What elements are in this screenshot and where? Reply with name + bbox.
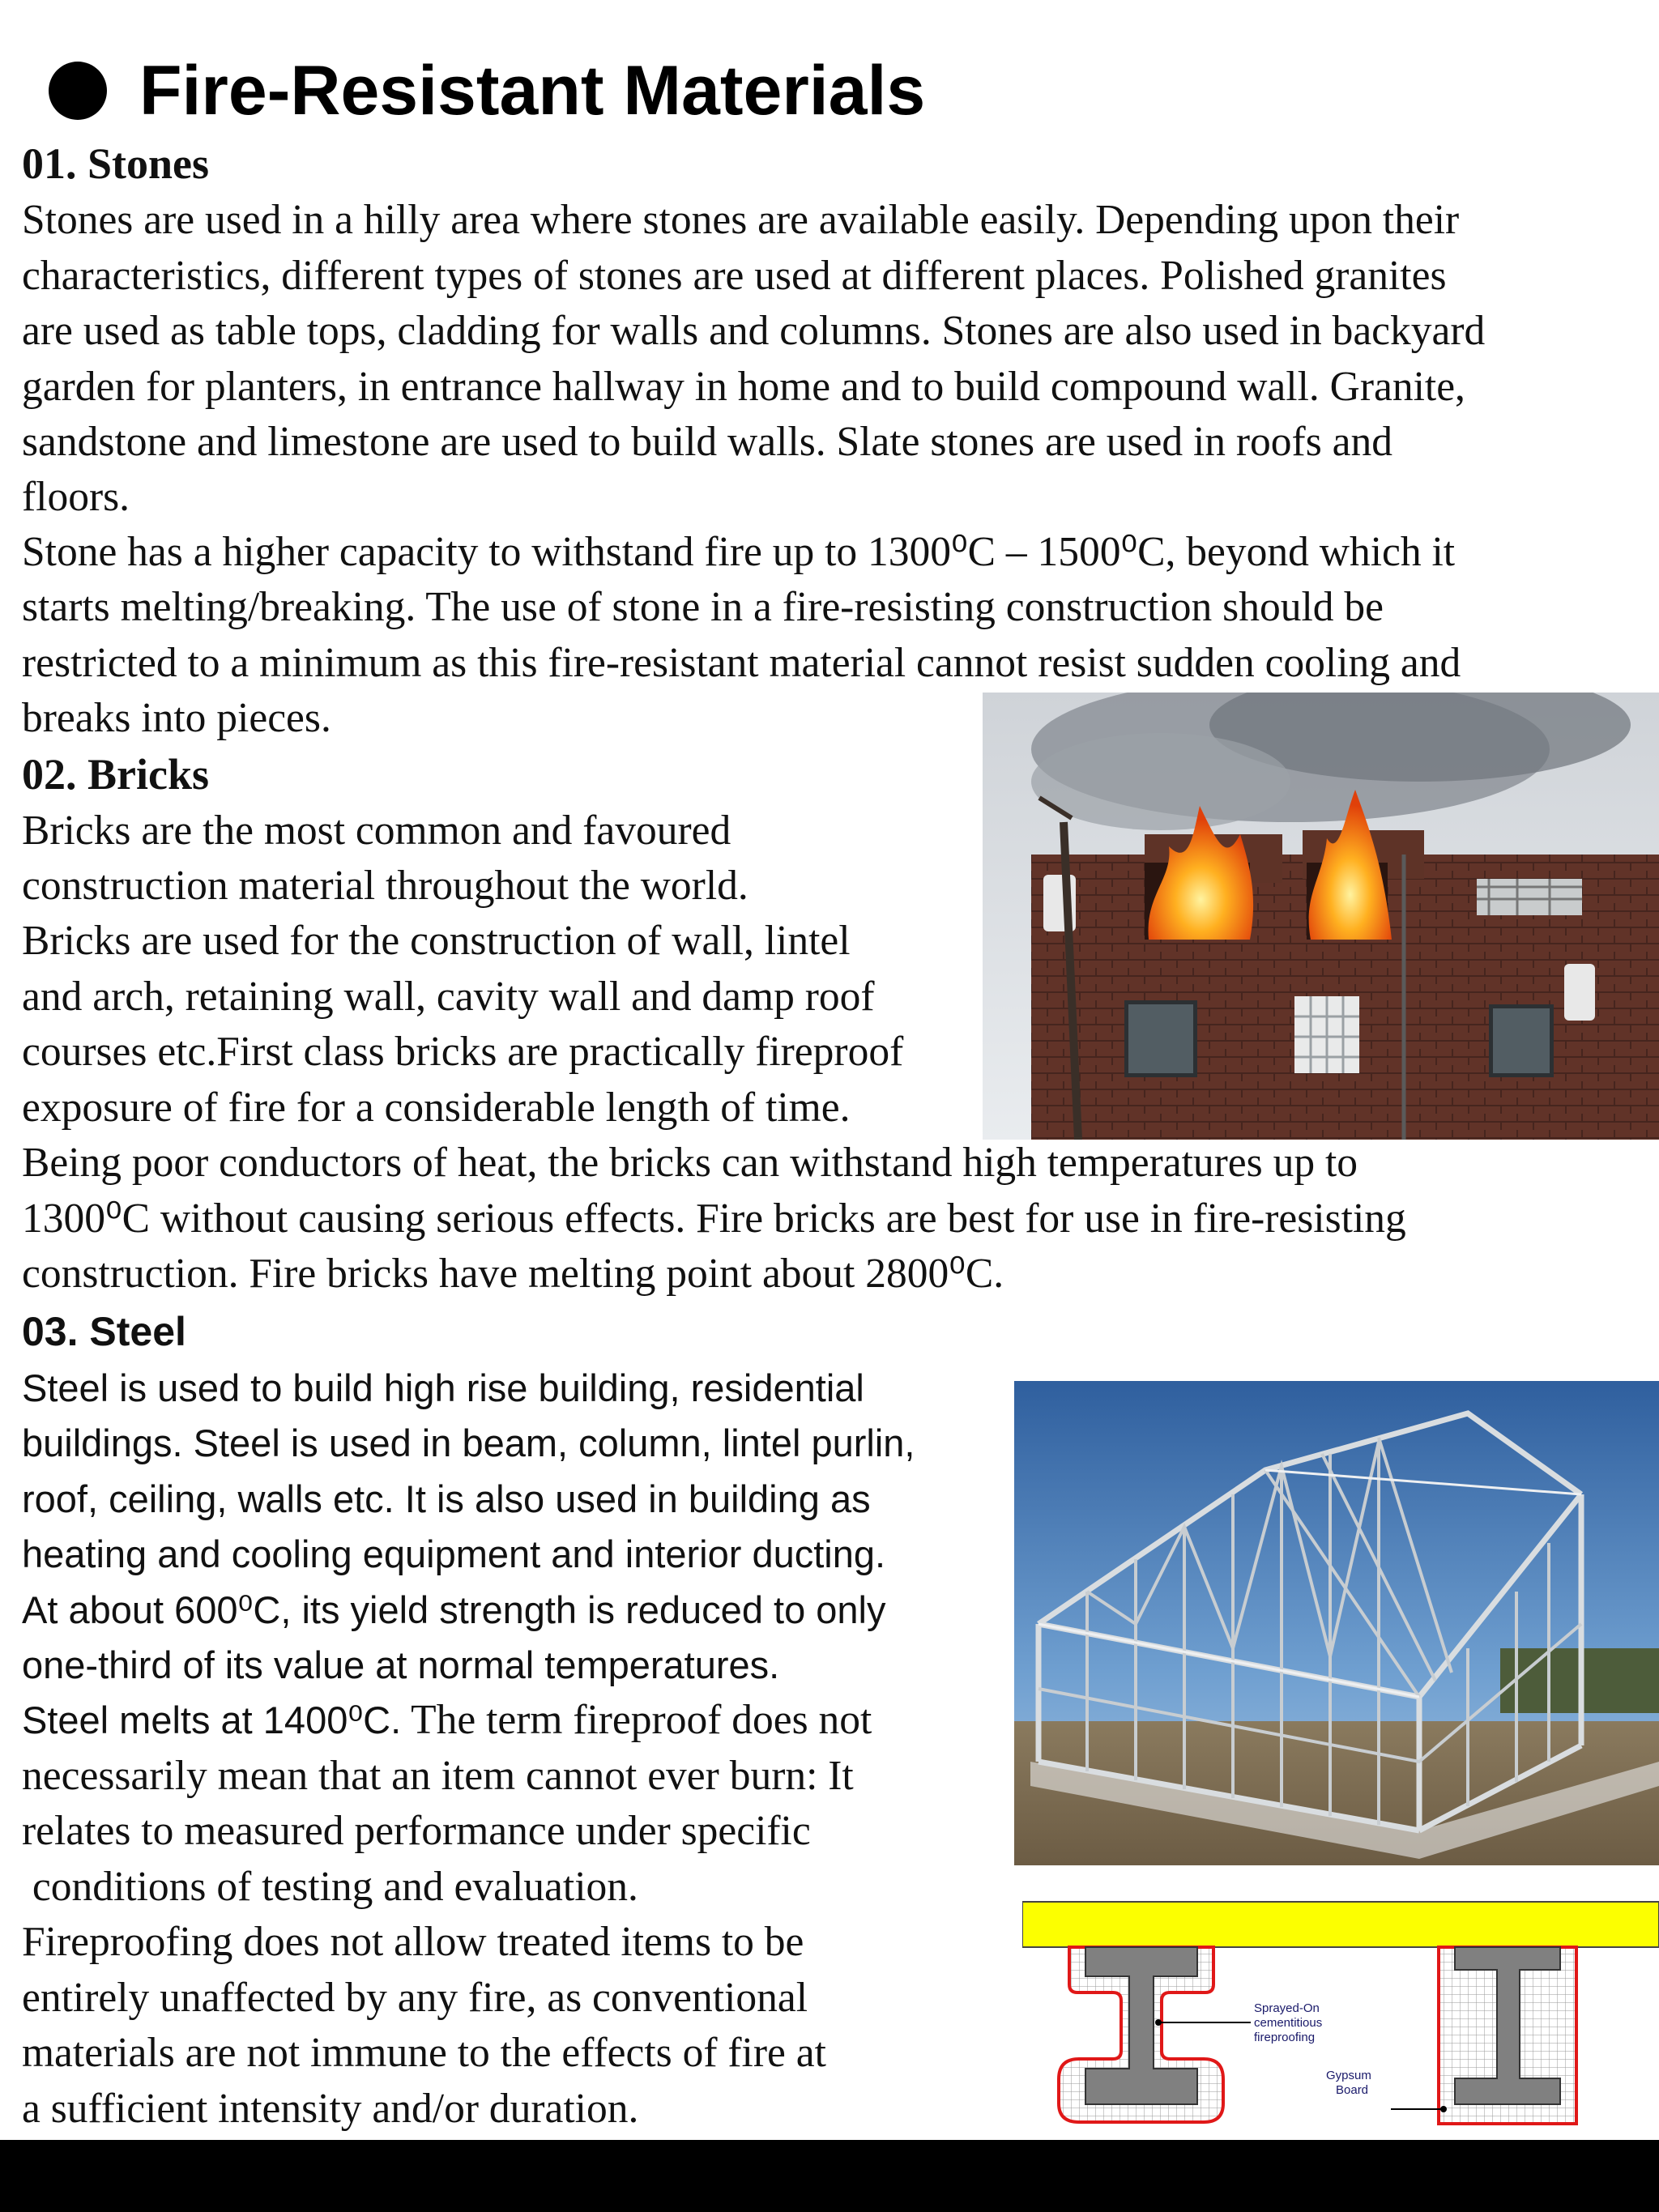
stones-line: characteristics, different types of stones are used at different places. Polished granites: [22, 253, 1447, 299]
stones-line: Stone has a higher capacity to withstand fire up to 1300⁰C – 1500⁰C, beyond which it: [22, 529, 1456, 575]
steel-line: At about 600⁰C, its yield strength is reduced to only: [22, 1588, 886, 1631]
stones-line: garden for planters, in entrance hallway in home and to build compound wall. Granite,: [22, 364, 1465, 410]
steel-frame-photo: [1014, 1381, 1659, 1865]
stones-heading: 01. Stones: [22, 139, 210, 188]
steel-line: necessarily mean that an item cannot ever burn: It: [22, 1753, 854, 1799]
bricks-line: Bricks are used for the construction of wall, lintel: [22, 918, 851, 964]
sprayed-label-1: Sprayed-On: [1254, 2001, 1320, 2015]
steel-line: relates to measured performance under specific: [22, 1808, 811, 1854]
stones-line: starts melting/breaking. The use of stone in a fire-resisting construction should be: [22, 584, 1384, 630]
bottom-black-bar: [0, 2140, 1659, 2212]
gypsum-label-2: Board: [1336, 2083, 1369, 2097]
bricks-line: construction material throughout the world.: [22, 863, 748, 909]
steel-fireproof-text: The term fireproof does not: [401, 1697, 872, 1743]
steel-line: buildings. Steel is used in beam, column, lintel purlin,: [22, 1421, 915, 1464]
bricks-heading: 02. Bricks: [22, 750, 210, 799]
steel-line: conditions of testing and evaluation.: [22, 1864, 638, 1910]
steel-line: one-third of its value at normal temperatures.: [22, 1643, 780, 1686]
sprayed-label-3: fireproofing: [1254, 2031, 1316, 2044]
bullet-icon: [49, 62, 107, 120]
bricks-line: courses etc.First class bricks are practically fireproof: [22, 1029, 904, 1075]
gypsum-label-1: Gypsum: [1326, 2069, 1371, 2082]
stones-line: breaks into pieces.: [22, 695, 331, 741]
bricks-line: Being poor conductors of heat, the bricks can withstand high temperatures up to: [22, 1140, 1358, 1186]
page-title: Fire-Resistant Materials: [139, 51, 926, 130]
steel-line: Steel is used to build high rise building, residential: [22, 1366, 864, 1409]
steel-line: heating and cooling equipment and interior ducting.: [22, 1532, 886, 1575]
steel-line: materials are not immune to the effects of fire at: [22, 2030, 826, 2076]
steel-line: a sufficient intensity and/or duration.: [22, 2086, 639, 2132]
stones-line: are used as table tops, cladding for walls and columns. Stones are also used in backyard: [22, 308, 1486, 354]
steel-melt-text: Steel melts at 1400⁰C.: [22, 1698, 402, 1741]
steel-mixed-line: [22, 1693, 872, 1748]
sprayed-label-2: cementitious: [1254, 2016, 1323, 2030]
steel-heading: 03. Steel: [22, 1309, 186, 1354]
bricks-line: construction. Fire bricks have melting point about 2800⁰C.: [22, 1251, 1004, 1297]
title-row: [49, 42, 925, 139]
steel-line: roof, ceiling, walls etc. It is also used in building as: [22, 1477, 871, 1520]
bricks-line: and arch, retaining wall, cavity wall and damp roof: [22, 974, 875, 1020]
bricks-line: Bricks are the most common and favoured: [22, 808, 731, 854]
bricks-line: exposure of fire for a considerable length of time.: [22, 1085, 851, 1131]
stones-line: restricted to a minimum as this fire-resistant material cannot resist sudden cooling and: [22, 640, 1461, 686]
steel-line: Fireproofing does not allow treated items to be: [22, 1919, 804, 1965]
stones-line: sandstone and limestone are used to build walls. Slate stones are used in roofs and: [22, 419, 1392, 465]
bricks-line: 1300⁰C without causing serious effects. Fire bricks are best for use in fire-resisting: [22, 1196, 1406, 1242]
steel-line: entirely unaffected by any fire, as conventional: [22, 1975, 808, 2021]
stones-line: Stones are used in a hilly area where stones are available easily. Depending upon their: [22, 197, 1460, 243]
stones-line: floors.: [22, 474, 130, 520]
fireproofing-diagram: [1022, 1897, 1659, 2140]
burning-building-photo: [983, 693, 1659, 1140]
